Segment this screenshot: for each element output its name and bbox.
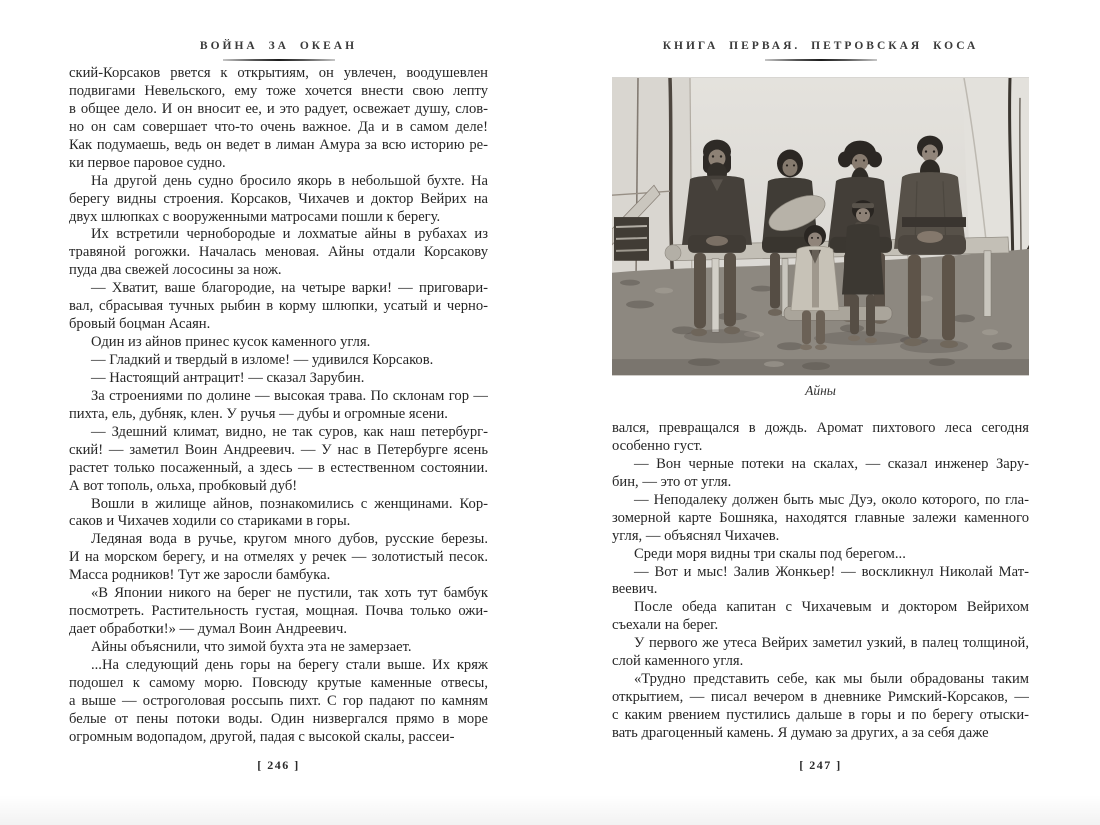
text-line: — Хватит, ваше благородие, на четыре варки! — приговари- bbox=[91, 280, 488, 297]
left-head-rule bbox=[223, 59, 335, 61]
text-line: травяной рогожки. Началась меновая. Айны отдали Корсакову bbox=[69, 244, 488, 261]
text-line: Один из айнов принес кусок каменного угля. bbox=[91, 334, 371, 351]
text-line: дает обработки!» — думал Воин Андреевич. bbox=[69, 621, 347, 638]
text-line: После обеда капитан с Чихачевым и доктором Вейрихом bbox=[634, 599, 1029, 616]
text-line: Их встретили чернобородые и лохматые айны в рубахах из bbox=[91, 226, 488, 243]
text-line: открытием, — писал вечером в дневнике Римский-Корсаков, — bbox=[612, 689, 1029, 706]
text-line: Айны объяснили, что зимой бухта эта не замерзает. bbox=[91, 639, 412, 655]
text-line: веевич. bbox=[612, 581, 658, 598]
text-line: берегу видны строения. Корсаков, Чихачев и доктор Вейрих на bbox=[69, 190, 488, 207]
photo-caption: Айны bbox=[805, 383, 836, 398]
text-line: — Вон черные потеки на скалах, — сказал инженер Зару- bbox=[634, 455, 1029, 472]
right-page-number: [ 247 ] bbox=[799, 758, 842, 772]
text-line: растет только посаженный, а здесь — в естественном состоянии. bbox=[69, 459, 488, 476]
text-line: но он сам совершает что-то очень важное. Да и в самом деле! bbox=[69, 118, 488, 135]
text-line: съехали на берег. bbox=[612, 617, 719, 634]
text-line: — Настоящий антрацит! — сказал Зарубин. bbox=[91, 369, 365, 386]
text-line: бин, — это от угля. bbox=[612, 473, 732, 490]
left-page-number: [ 246 ] bbox=[257, 758, 300, 772]
text-line: Ледяная вода в ручье, кругом много дубов, русские березы. bbox=[91, 531, 488, 548]
text-line: «В Японии никого на берег не пустили, так хоть тут бамбук bbox=[91, 585, 488, 602]
text-line: — Вот и мыс! Залив Жонкьер! — воскликнул Николай Мат- bbox=[634, 563, 1029, 580]
text-line: с каким рвением пустились дальше в горы и по берегу отыски- bbox=[612, 707, 1029, 723]
right-running-head: КНИГА ПЕРВАЯ. ПЕТРОВСКАЯ КОСА bbox=[662, 40, 979, 52]
text-line: «Трудно представить себе, как мы были обрадованы таким bbox=[634, 671, 1029, 688]
text-line: в общее дело. И он вносит ее, и это радует, освежает душу, слов- bbox=[69, 100, 488, 117]
text-line: особенно густ. bbox=[612, 437, 703, 454]
text-line: пихта, ель, дубняк, клен. У ручья — дубы и огромные ясени. bbox=[69, 405, 448, 422]
left-page-text bbox=[69, 65, 488, 747]
text-line: слой каменного угля. bbox=[612, 653, 744, 670]
text-line: А вот тополь, ольха, пробковый дуб! bbox=[69, 477, 298, 494]
text-line: вал, сбрасывая тучных рыбин в корму шлюпки, усатый и черно- bbox=[69, 298, 488, 315]
text-line: — Гладкий и твердый в изломе! — удивился Корсаков. bbox=[91, 352, 434, 368]
left-running-head: ВОЙНА ЗА ОКЕАН bbox=[199, 40, 358, 52]
text-line: — Неподалеку должен быть мыс Дуэ, около которого, по гла- bbox=[634, 491, 1029, 508]
text-line: угля, — объяснял Чихачев. bbox=[612, 527, 780, 544]
text-line: Как подумаешь, ведь он ведет в лиман Амура за всю историю ре- bbox=[69, 136, 488, 153]
text-line: огромным водопадом, другой, падая с высокой скалы, рассеи- bbox=[69, 728, 455, 745]
ainu-photo-illustration bbox=[612, 78, 1029, 375]
text-line: саков и Чихачев ходили со стариками в горы. bbox=[69, 513, 351, 530]
ainu-photograph bbox=[612, 77, 1029, 376]
text-line: бровый боцман Асаян. bbox=[69, 316, 211, 333]
text-line: На другой день судно бросило якорь в небольшой бухте. На bbox=[91, 172, 488, 189]
text-line: Вошли в жилище айнов, познакомились с женщинами. Кор- bbox=[91, 495, 488, 512]
left-page bbox=[69, 40, 488, 800]
text-line: Среди моря видны три скалы под берегом... bbox=[634, 545, 906, 562]
text-line: ский! — заметил Воин Андреевич. — У нас в Петербурге ясень bbox=[69, 441, 488, 458]
text-line: ский-Корсаков рвется к открытиям, он увлечен, воодушевлен bbox=[69, 65, 488, 81]
text-line: а выше — остроголовая россыпь пихт. С гор падают по камням bbox=[69, 692, 488, 709]
text-line: белые от пены потоки воды. Один низвергался прямо в море bbox=[69, 710, 488, 727]
text-line: подвигами Невельского, ему тоже хочется внести свою лепту bbox=[69, 82, 488, 99]
text-line: зомерной карте Бошняка, находятся главные залежи каменного bbox=[612, 509, 1029, 526]
text-line: И на морском берегу, и на отмелях у речек — золотистый песок. bbox=[69, 549, 488, 566]
text-line: Масса родников! Тут же заросли бамбука. bbox=[69, 567, 331, 584]
right-page-text bbox=[612, 420, 1029, 743]
text-line: вать драгоценный камень. Я думаю за других, а за себя даже bbox=[612, 724, 989, 741]
right-head-rule bbox=[765, 59, 877, 61]
text-line: У первого же утеса Вейрих заметил узкий, в палец толщиной, bbox=[634, 635, 1029, 652]
right-page bbox=[612, 40, 1029, 800]
text-line: За строениями по долине — высокая трава. По склонам гор — bbox=[91, 387, 488, 404]
text-line: ...На следующий день горы на берегу стали выше. Их кряж bbox=[91, 656, 488, 673]
text-line: вался, превращался в дождь. Аромат пихтового леса сегодня bbox=[612, 420, 1029, 436]
text-line: ки первое паровое судно. bbox=[69, 154, 226, 171]
text-line: — Здешний климат, видно, не так суров, как наш петербург- bbox=[91, 423, 488, 440]
text-line: двух шлюпках с вооруженными матросами пошли к берегу. bbox=[69, 208, 441, 225]
text-line: подошел к самому морю. Повсюду крутые каменные отвесы, bbox=[69, 674, 488, 691]
text-line: посмотреть. Растительность густая, мощная. Почва только ожи- bbox=[69, 603, 488, 620]
text-line: пуда два свежей лососины за нож. bbox=[69, 262, 282, 279]
